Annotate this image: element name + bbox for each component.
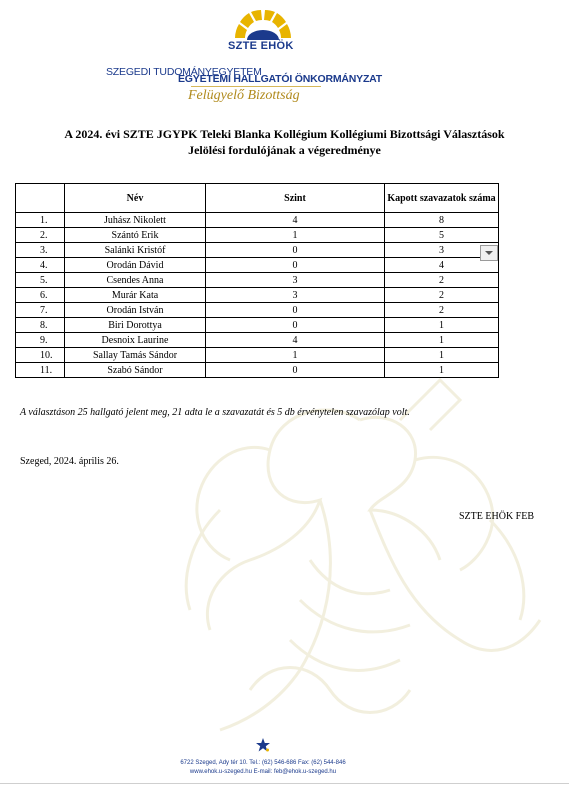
table-row <box>16 318 499 333</box>
row-votes: 2 <box>385 273 499 288</box>
row-level: 1 <box>206 228 385 243</box>
table-dropdown-button[interactable] <box>480 245 498 261</box>
signer: SZTE EHÖK FEB <box>459 511 534 522</box>
table-row <box>16 273 499 288</box>
row-name: Sallay Tamás Sándor <box>65 348 206 363</box>
row-votes: 4 <box>385 258 499 273</box>
row-level: 1 <box>206 348 385 363</box>
document-title <box>0 126 569 158</box>
table-row <box>16 333 499 348</box>
row-votes: 8 <box>385 213 499 228</box>
row-number: 6. <box>16 288 65 303</box>
row-number: 9. <box>16 333 65 348</box>
page-bottom-rule <box>0 783 569 784</box>
table-row <box>16 213 499 228</box>
header-divider <box>191 86 321 87</box>
row-votes: 1 <box>385 363 499 378</box>
row-number: 3. <box>16 243 65 258</box>
row-votes: 1 <box>385 348 499 363</box>
row-name: Csendes Anna <box>65 273 206 288</box>
row-name: Szántó Erik <box>65 228 206 243</box>
row-votes: 2 <box>385 288 499 303</box>
org-name-line1: SZEGEDI TUDOMÁNYEGYETEM <box>106 66 262 78</box>
header-votes: Kapott szavazatok száma <box>385 184 499 213</box>
table-row <box>16 243 499 258</box>
row-number: 1. <box>16 213 65 228</box>
row-name: Biri Dorottya <box>65 318 206 333</box>
row-level: 0 <box>206 243 385 258</box>
row-votes: 2 <box>385 303 499 318</box>
row-level: 0 <box>206 258 385 273</box>
row-level: 4 <box>206 333 385 348</box>
table-row <box>16 228 499 243</box>
logo-text: SZTE EHÖK <box>228 40 294 52</box>
row-number: 2. <box>16 228 65 243</box>
row-level: 0 <box>206 303 385 318</box>
row-level: 0 <box>206 363 385 378</box>
row-level: 0 <box>206 318 385 333</box>
row-name: Salánki Kristóf <box>65 243 206 258</box>
table-row <box>16 303 499 318</box>
row-votes: 1 <box>385 333 499 348</box>
row-level: 4 <box>206 213 385 228</box>
title-line2: Jelölési fordulójának a végeredménye <box>188 143 381 157</box>
header-number <box>16 184 65 213</box>
row-level: 3 <box>206 273 385 288</box>
row-number: 5. <box>16 273 65 288</box>
griffin-watermark <box>160 360 560 760</box>
document-date: Szeged, 2024. április 26. <box>20 456 119 467</box>
row-name: Murár Kata <box>65 288 206 303</box>
results-table <box>15 183 499 378</box>
row-number: 4. <box>16 258 65 273</box>
header-level: Szint <box>206 184 385 213</box>
row-level: 3 <box>206 288 385 303</box>
row-number: 7. <box>16 303 65 318</box>
row-number: 11. <box>16 363 65 378</box>
row-number: 10. <box>16 348 65 363</box>
table-row <box>16 363 499 378</box>
row-name: Desnoix Laurine <box>65 333 206 348</box>
row-name: Szabó Sándor <box>65 363 206 378</box>
table-row <box>16 258 499 273</box>
board-name: Felügyelő Bizottság <box>188 88 300 103</box>
row-name: Orodán Dávid <box>65 258 206 273</box>
header-name: Név <box>65 184 206 213</box>
row-votes: 5 <box>385 228 499 243</box>
footer-address: 6722 Szeged, Ady tér 10. Tel.: (62) 546-686 Fax: (62) 544-846 <box>180 760 346 766</box>
row-number: 8. <box>16 318 65 333</box>
row-votes: 1 <box>385 318 499 333</box>
org-name-line2: EGYETEMI HALLGATÓI ÖNKORMÁNYZAT <box>178 73 382 85</box>
table-row <box>16 348 499 363</box>
row-votes: 3 <box>385 243 499 258</box>
election-note: A választáson 25 hallgató jelent meg, 21 adta le a szavazatát és 5 db érvénytelen szavazólap volt. <box>20 407 410 418</box>
footer-contact: www.ehok.u-szeged.hu E-mail: feb@ehok.u-szeged.hu <box>189 769 337 775</box>
table-header-row <box>16 184 499 213</box>
table-row <box>16 288 499 303</box>
star-icon <box>256 738 270 752</box>
title-line1: A 2024. évi SZTE JGYPK Teleki Blanka Kollégium Kollégiumi Bizottsági Választások <box>64 127 505 141</box>
row-name: Orodán István <box>65 303 206 318</box>
row-name: Juhász Nikolett <box>65 213 206 228</box>
